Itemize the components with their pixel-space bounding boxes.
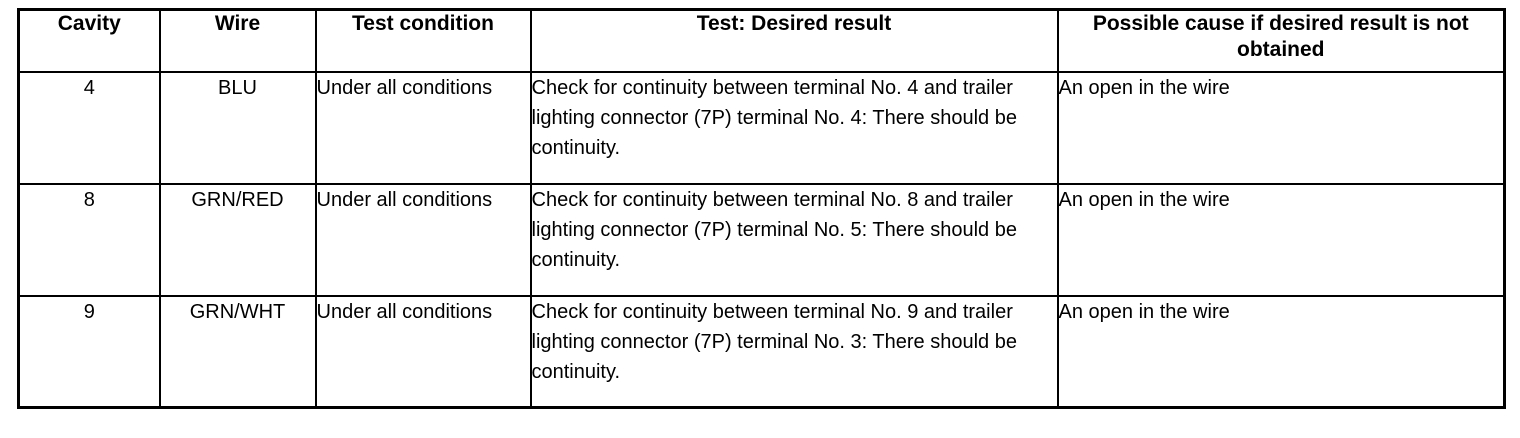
column-header-test-condition: Test condition [316,10,531,72]
column-header-wire: Wire [160,10,316,72]
table-header-row [19,10,1505,72]
table-row [19,296,1505,408]
table-header [19,10,1505,72]
cell-test-desired-result: Check for continuity between terminal No. 8 and trailer lighting connector (7P) terminal No. 5: There should be continuity. [531,184,1058,296]
cell-possible-cause: An open in the wire [1058,72,1505,184]
cell-cavity: 4 [19,72,160,184]
cell-test-condition: Under all conditions [316,184,531,296]
table-body [19,72,1505,408]
cell-test-condition: Under all conditions [316,72,531,184]
table-row [19,72,1505,184]
column-header-possible-cause: Possible cause if desired result is not obtained [1058,10,1505,72]
column-header-test-desired-result: Test: Desired result [531,10,1058,72]
diagnostic-table [17,8,1506,409]
cell-possible-cause: An open in the wire [1058,184,1505,296]
cell-wire: BLU [160,72,316,184]
table-row [19,184,1505,296]
column-header-cavity: Cavity [19,10,160,72]
cell-possible-cause: An open in the wire [1058,296,1505,408]
cell-cavity: 9 [19,296,160,408]
cell-test-condition: Under all conditions [316,296,531,408]
cell-wire: GRN/WHT [160,296,316,408]
cell-wire: GRN/RED [160,184,316,296]
cell-test-desired-result: Check for continuity between terminal No. 4 and trailer lighting connector (7P) terminal No. 4: There should be continuity. [531,72,1058,184]
cell-cavity: 8 [19,184,160,296]
cell-test-desired-result: Check for continuity between terminal No. 9 and trailer lighting connector (7P) terminal No. 3: There should be continuity. [531,296,1058,408]
